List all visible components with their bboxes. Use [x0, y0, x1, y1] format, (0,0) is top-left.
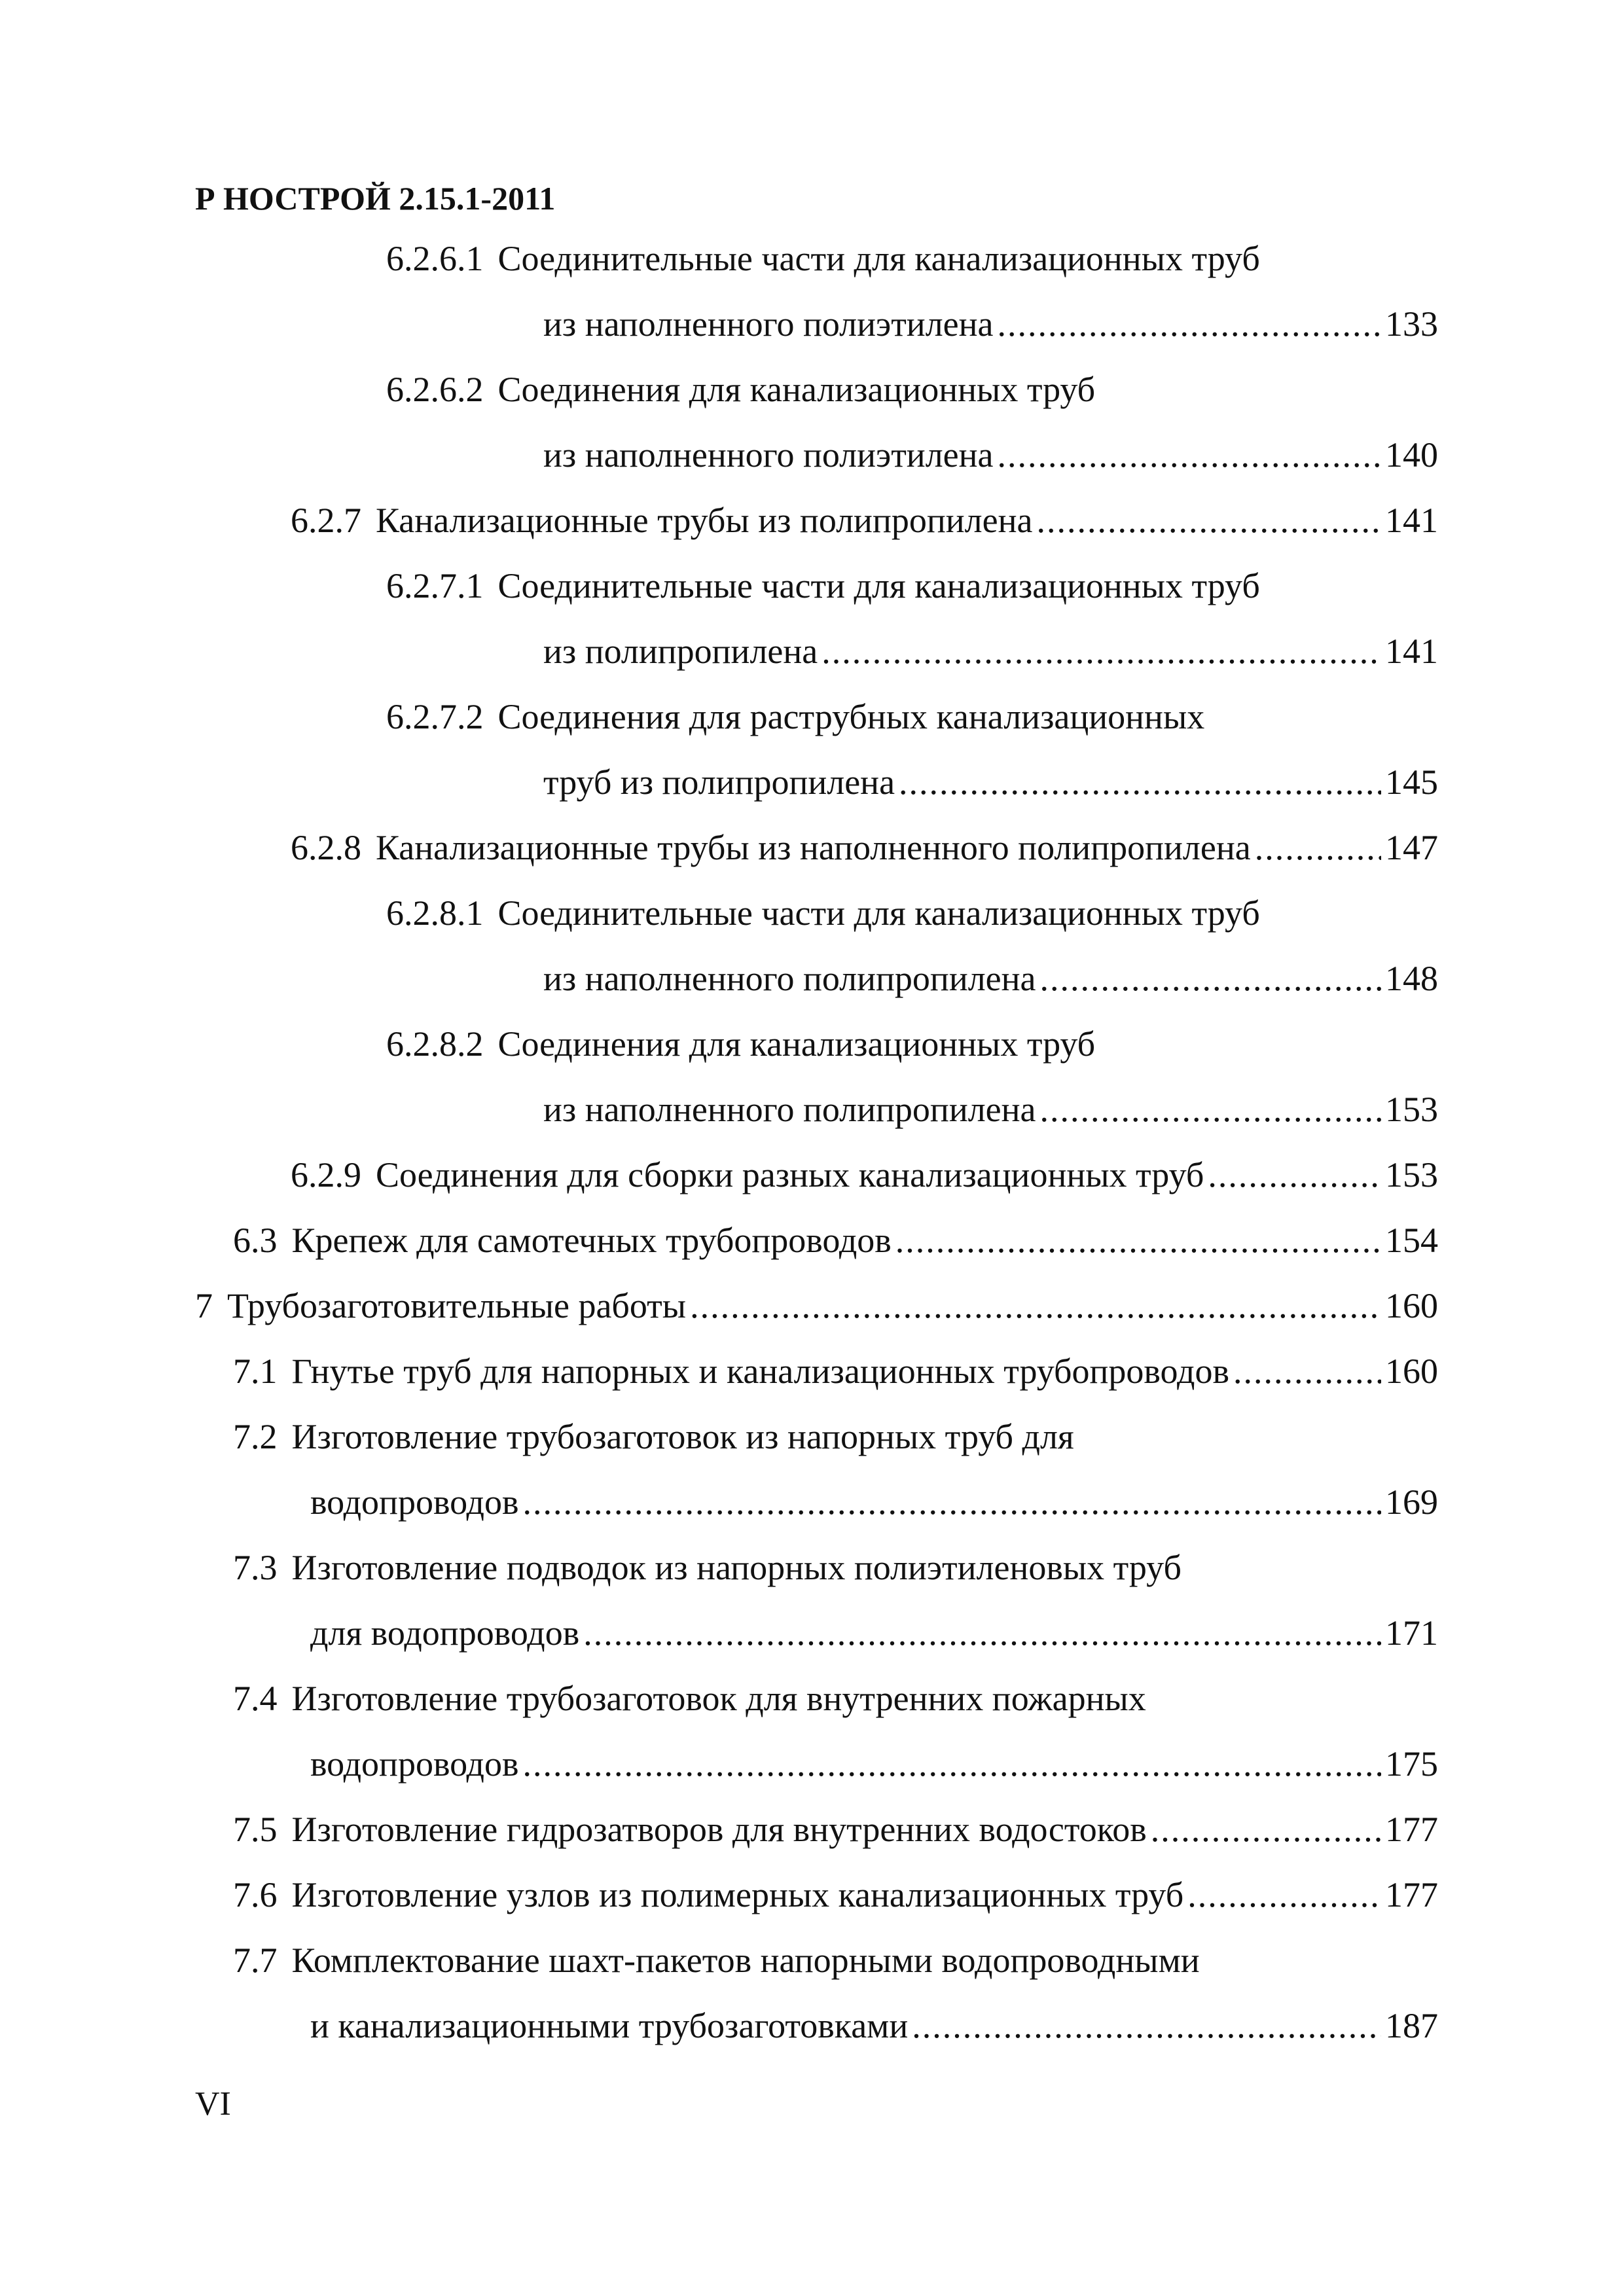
- toc-text: Канализационные трубы из наполненного полипропилена: [376, 828, 1251, 867]
- toc-number: 7: [195, 1286, 213, 1325]
- page-footer-number: VI: [195, 2085, 231, 2123]
- toc-number: 7.7: [233, 1941, 278, 1980]
- toc-text: из наполненного полиэтилена: [543, 304, 994, 344]
- toc-entry[interactable]: [310, 2003, 1438, 2049]
- toc-leader-dots: [583, 1610, 1381, 1656]
- toc-entry[interactable]: [233, 1872, 1438, 1918]
- toc-text: из наполненного полипропилена: [543, 1090, 1036, 1129]
- toc-leader-dots: [997, 432, 1381, 478]
- toc-page-number: 153: [1385, 1090, 1438, 1129]
- toc-number: 6.3: [233, 1221, 278, 1260]
- toc-entry: [386, 367, 1438, 412]
- toc-entry: [386, 1021, 1438, 1067]
- toc-text: Канализационные трубы из полипропилена: [376, 501, 1033, 540]
- toc-page-number: 175: [1385, 1744, 1438, 1784]
- toc-entry[interactable]: [291, 825, 1438, 870]
- toc-entry: [386, 890, 1438, 936]
- toc-text: Соединения для раструбных канализационных: [497, 697, 1205, 736]
- toc-page-number: 145: [1385, 762, 1438, 802]
- toc-number: 7.1: [233, 1352, 278, 1391]
- toc-entry: [233, 1414, 1438, 1460]
- toc-page-number: 141: [1385, 501, 1438, 540]
- toc-text: Изготовление трубозаготовок для внутренних пожарных: [291, 1679, 1146, 1718]
- toc-number: 7.3: [233, 1548, 278, 1587]
- toc-page-number: 160: [1385, 1352, 1438, 1391]
- toc-text: водопроводов: [310, 1744, 519, 1784]
- toc-text: Соединения для канализационных труб: [497, 1024, 1096, 1064]
- toc-leader-dots: [1187, 1872, 1381, 1918]
- toc-entry: [233, 1676, 1438, 1721]
- toc-entry[interactable]: [233, 1806, 1438, 1852]
- toc-entry[interactable]: [543, 1086, 1438, 1132]
- toc-leader-dots: [895, 1217, 1381, 1263]
- toc-entry[interactable]: [543, 759, 1438, 805]
- toc-page-number: 133: [1385, 304, 1438, 344]
- toc-number: 7.2: [233, 1417, 278, 1456]
- toc-leader-dots: [523, 1479, 1382, 1525]
- toc-entry: [386, 236, 1438, 281]
- toc-entry[interactable]: [195, 1283, 1438, 1329]
- toc-text: Комплектование шахт-пакетов напорными водопроводными: [291, 1941, 1200, 1980]
- toc-page-number: 177: [1385, 1810, 1438, 1849]
- toc-text: Изготовление узлов из полимерных канализационных труб: [291, 1875, 1184, 1914]
- toc-leader-dots: [1233, 1348, 1381, 1394]
- toc-leader-dots: [1255, 825, 1381, 870]
- toc-page-number: 140: [1385, 435, 1438, 475]
- toc-entry[interactable]: [291, 1152, 1438, 1198]
- toc-leader-dots: [1036, 497, 1381, 543]
- toc-text: Соединительные части для канализационных труб: [497, 893, 1260, 933]
- toc-page-number: 177: [1385, 1875, 1438, 1914]
- toc-leader-dots: [821, 628, 1381, 674]
- toc-leader-dots: [997, 301, 1381, 347]
- toc-leader-dots: [1040, 956, 1382, 1001]
- toc-entry[interactable]: [233, 1217, 1438, 1263]
- toc-page-number: 154: [1385, 1221, 1438, 1260]
- toc-leader-dots: [1208, 1152, 1381, 1198]
- toc-number: 7.6: [233, 1875, 278, 1914]
- toc-entry: [233, 1937, 1438, 1983]
- toc-text: Соединительные части для канализационных труб: [497, 566, 1260, 605]
- page-header: Р НОСТРОЙ 2.15.1-2011: [195, 180, 556, 217]
- toc-entry: [233, 1545, 1438, 1590]
- toc-number: 7.4: [233, 1679, 278, 1718]
- toc-page-number: 148: [1385, 959, 1438, 998]
- toc-entry[interactable]: [291, 497, 1438, 543]
- toc-entry: [386, 563, 1438, 609]
- toc-leader-dots: [899, 759, 1381, 805]
- toc-entry[interactable]: [543, 432, 1438, 478]
- toc-number: 6.2.7.1: [386, 566, 484, 605]
- toc-entry[interactable]: [543, 301, 1438, 347]
- toc-number: 6.2.9: [291, 1155, 361, 1194]
- toc-entry: [386, 694, 1438, 740]
- toc-leader-dots: [1151, 1806, 1381, 1852]
- toc-number: 6.2.8.1: [386, 893, 484, 933]
- toc-number: 6.2.6.2: [386, 370, 484, 409]
- toc-leader-dots: [1040, 1086, 1382, 1132]
- toc-text: и канализационными трубозаготовками: [310, 2006, 909, 2045]
- toc-number: 6.2.7.2: [386, 697, 484, 736]
- toc-page-number: 153: [1385, 1155, 1438, 1194]
- toc-entry[interactable]: [543, 956, 1438, 1001]
- toc-leader-dots: [912, 2003, 1381, 2049]
- toc-text: Крепеж для самотечных трубопроводов: [291, 1221, 892, 1260]
- toc-number: 6.2.7: [291, 501, 361, 540]
- toc-text: Трубозаготовительные работы: [227, 1286, 687, 1325]
- toc-page-number: 171: [1385, 1613, 1438, 1653]
- toc-leader-dots: [523, 1741, 1382, 1787]
- toc-text: Изготовление трубозаготовок из напорных труб для: [291, 1417, 1074, 1456]
- toc-page-number: 187: [1385, 2006, 1438, 2045]
- toc-leader-dots: [690, 1283, 1381, 1329]
- toc-entry[interactable]: [543, 628, 1438, 674]
- toc-text: Соединения для сборки разных канализационных труб: [376, 1155, 1204, 1194]
- toc-text: Гнутье труб для напорных и канализационных трубопроводов: [291, 1352, 1229, 1391]
- toc-number: 6.2.8: [291, 828, 361, 867]
- toc-text: Соединительные части для канализационных труб: [497, 239, 1260, 278]
- toc-number: 7.5: [233, 1810, 278, 1849]
- toc-text: из наполненного полиэтилена: [543, 435, 994, 475]
- toc-entry[interactable]: [310, 1479, 1438, 1525]
- toc-text: труб из полипропилена: [543, 762, 895, 802]
- toc-text: Соединения для канализационных труб: [497, 370, 1096, 409]
- toc-number: 6.2.8.2: [386, 1024, 484, 1064]
- toc-page-number: 169: [1385, 1482, 1438, 1522]
- toc-page-number: 160: [1385, 1286, 1438, 1325]
- toc-text: Изготовление подводок из напорных полиэтиленовых труб: [291, 1548, 1182, 1587]
- toc-text: Изготовление гидрозатворов для внутренних водостоков: [291, 1810, 1147, 1849]
- toc-text: для водопроводов: [310, 1613, 580, 1653]
- toc-number: 6.2.6.1: [386, 239, 484, 278]
- toc-text: из полипропилена: [543, 632, 818, 671]
- toc-entry[interactable]: [310, 1610, 1438, 1656]
- toc-text: водопроводов: [310, 1482, 519, 1522]
- toc-page-number: 141: [1385, 632, 1438, 671]
- toc-page-number: 147: [1385, 828, 1438, 867]
- toc-entry[interactable]: [233, 1348, 1438, 1394]
- toc-entry[interactable]: [310, 1741, 1438, 1787]
- toc-text: из наполненного полипропилена: [543, 959, 1036, 998]
